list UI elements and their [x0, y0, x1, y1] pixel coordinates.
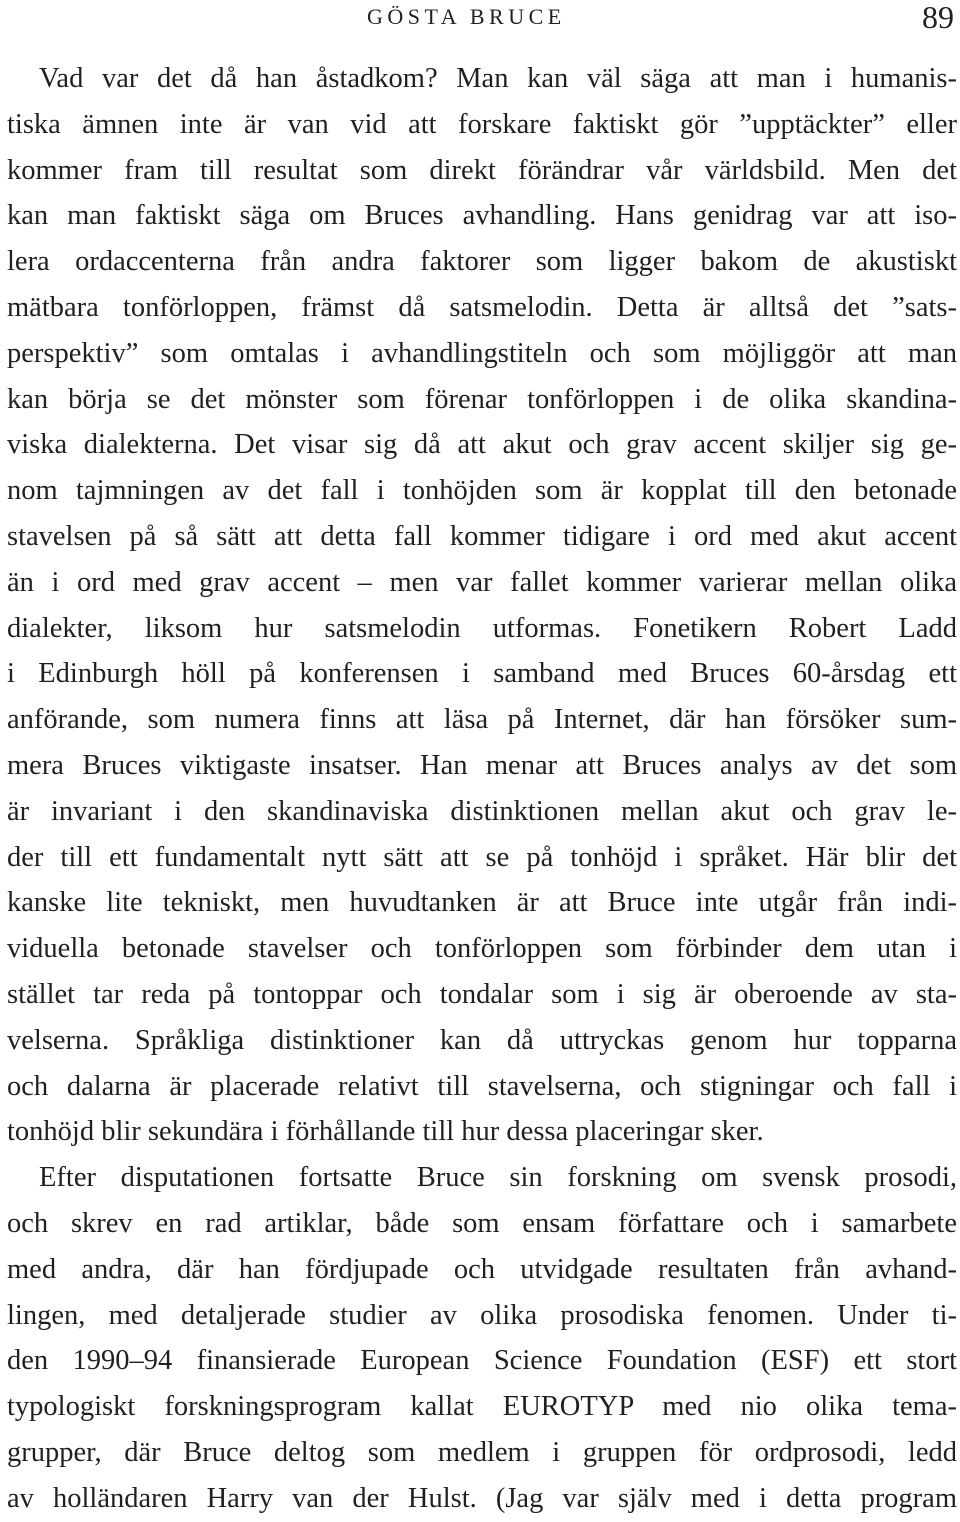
text-line: nom tajmningen av det fall i tonhöjden som är kopplat till den betonade	[7, 475, 957, 507]
text-line: kan börja se det mönster som förenar tonförloppen i de olika skandina-	[7, 383, 957, 415]
text-line: viduella betonade stavelser och tonförloppen som förbinder dem utan i	[7, 933, 957, 965]
text-line: dialekter, liksom hur satsmelodin utformas. Fonetikern Robert Ladd	[7, 612, 957, 644]
text-line: i Edinburgh höll på konferensen i samband med Bruces 60-årsdag ett	[7, 658, 957, 690]
text-line: tonhöjd blir sekundära i förhållande till hur dessa placeringar sker.	[7, 1116, 764, 1148]
text-line: lingen, med detaljerade studier av olika prosodiska fenomen. Under ti-	[7, 1299, 957, 1331]
text-line: viska dialekterna. Det visar sig då att akut och grav accent skiljer sig ge-	[7, 429, 957, 461]
text-line: velserna. Språkliga distinktioner kan då uttryckas genom hur topparna	[7, 1024, 957, 1056]
text-line: Efter disputationen fortsatte Bruce sin forskning om svensk prosodi,	[39, 1162, 957, 1194]
text-line: kan man faktiskt säga om Bruces avhandling. Hans genidrag var att iso-	[7, 200, 957, 232]
text-line: och dalarna är placerade relativt till stavelserna, och stigningar och fall i	[7, 1070, 957, 1102]
text-line: perspektiv” som omtalas i avhandlingstiteln och som möjliggör att man	[7, 337, 957, 369]
page-number: 89	[922, 0, 954, 35]
text-line: stället tar reda på tontoppar och tondalar som i sig är oberoende av sta-	[7, 978, 957, 1010]
body-text	[7, 56, 957, 1522]
text-line: grupper, där Bruce deltog som medlem i gruppen för ordprosodi, ledd	[7, 1436, 957, 1468]
text-line: anförande, som numera finns att läsa på Internet, där han försöker sum-	[7, 704, 957, 736]
text-line: Vad var det då han åstadkom? Man kan väl säga att man i humanis-	[39, 63, 957, 94]
text-line: tiska ämnen inte är van vid att forskare faktiskt gör ”upptäckter” eller	[7, 108, 957, 140]
text-line: lera ordaccenterna från andra faktorer som ligger bakom de akustiskt	[7, 246, 957, 278]
text-line: och skrev en rad artiklar, både som ensam författare och i samarbete	[7, 1207, 957, 1239]
running-head: GÖSTA BRUCE	[367, 4, 566, 29]
text-line: kanske lite tekniskt, men huvudtanken är att Bruce inte utgår från indi-	[7, 887, 957, 919]
text-line: typologiskt forskningsprogram kallat EUROTYP med nio olika tema-	[7, 1391, 957, 1423]
text-line: den 1990–94 finansierade European Science Foundation (ESF) ett stort	[7, 1345, 957, 1377]
text-line: mätbara tonförloppen, främst då satsmelodin. Detta är alltså det ”sats-	[7, 291, 957, 323]
text-line: mera Bruces viktigaste insatser. Han menar att Bruces analys av det som	[7, 749, 957, 781]
text-line: kommer fram till resultat som direkt förändrar vår världsbild. Men det	[7, 154, 957, 186]
text-line: än i ord med grav accent – men var fallet kommer varierar mellan olika	[7, 566, 957, 598]
text-line: med andra, där han fördjupade och utvidgade resultaten från avhand-	[7, 1253, 957, 1285]
text-line: der till ett fundamentalt nytt sätt att se på tonhöjd i språket. Här blir det	[7, 841, 957, 873]
text-line: av holländaren Harry van der Hulst. (Jag var själv med i detta program	[7, 1482, 957, 1514]
text-line: är invariant i den skandinaviska distinktionen mellan akut och grav le-	[7, 795, 957, 827]
text-line: stavelsen på så sätt att detta fall kommer tidigare i ord med akut accent	[7, 520, 957, 552]
